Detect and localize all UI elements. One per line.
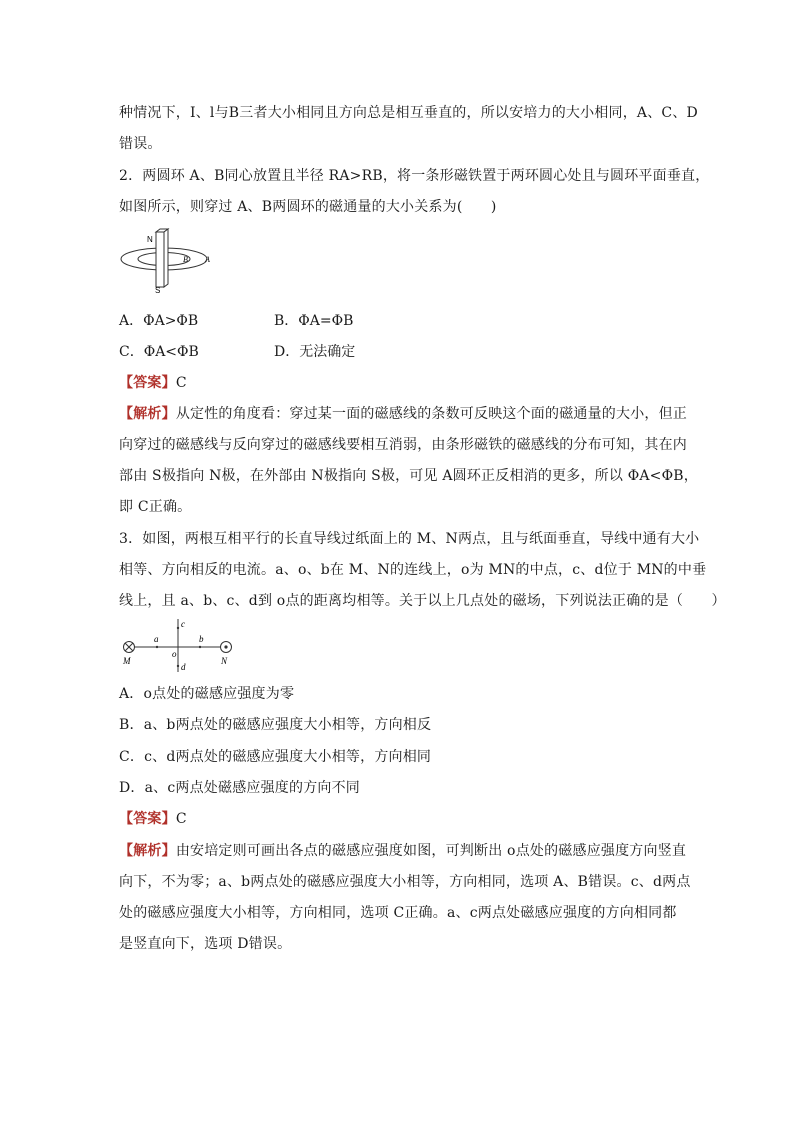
analysis-text: 从定性的角度看：穿过某一面的磁感线的条数可反映这个面的磁通量的大小，但正 <box>175 406 688 422</box>
option-d: D．a、c两点处磁感应强度的方向不同 <box>119 780 361 796</box>
bar-magnet <box>156 232 164 287</box>
label-o: o <box>172 649 177 659</box>
analysis-tag: 【解析】 <box>119 843 176 859</box>
label-s: S <box>155 286 161 294</box>
option-b: B．a、b两点处的磁感应强度大小相等，方向相反 <box>119 717 432 733</box>
label-n: N <box>147 235 153 244</box>
magnet-rings-figure <box>119 226 211 294</box>
label-d: d <box>181 662 186 672</box>
option-b: B．ΦA=ΦB <box>274 313 354 329</box>
wires-figure <box>119 616 239 674</box>
label-n: N <box>221 656 228 666</box>
question-3-line: 3．如图，两根互相平行的长直导线过纸面上的 M、N两点，且与纸面垂直，导线中通有大小 <box>119 531 700 547</box>
label-b: b <box>199 634 204 644</box>
question-3-line: 相等、方向相反的电流。a、o、b在 M、N的连线上，o为 MN的中点，c、d位于 MN的中垂 <box>119 562 707 578</box>
analysis-text: 由安培定则可画出各点的磁感应强度如图，可判断出 o点处的磁感应强度方向竖直 <box>175 843 687 859</box>
analysis-line <box>119 404 688 424</box>
option-c: C．ΦA<ΦB <box>119 344 199 360</box>
answer-line <box>119 809 679 829</box>
label-c: c <box>181 619 185 629</box>
label-a: A <box>205 255 210 264</box>
question-2-line: 2．两圆环 A、B同心放置且半径 RA>RB，将一条形磁铁置于两环圆心处且与圆环平面垂直， <box>119 168 710 184</box>
text-line: 种情况下，I、l与B三者大小相同且方向总是相互垂直的，所以安培力的大小相同，A、C、D <box>119 105 698 121</box>
analysis-tag: 【解析】 <box>119 406 176 422</box>
analysis-line: 向穿过的磁感线与反向穿过的磁感线要相互消弱，由条形磁铁的磁感线的分布可知，其在内 <box>119 437 687 453</box>
analysis-line: 即 C正确。 <box>119 499 192 515</box>
analysis-line: 处的磁感应强度大小相等，方向相同，选项 C正确。a、c两点处磁感应强度的方向相同都 <box>119 905 677 921</box>
option-a: A．ΦA>ΦB <box>119 313 199 329</box>
label-m: M <box>123 656 131 666</box>
text-line: 错误。 <box>119 136 162 152</box>
question-3-line: 线上，且 a、b、c、d到 o点的距离均相等。关于以上几点处的磁场，下列说法正确的是（ ） <box>119 593 726 609</box>
analysis-line: 向下，不为零；a、b两点处的磁感应强度大小相等，方向相同，选项 A、B错误。c、d两点 <box>119 874 691 890</box>
label-b: B <box>183 255 188 264</box>
analysis-line <box>119 841 687 861</box>
answer-value: C <box>175 811 187 827</box>
analysis-line: 是竖直向下，选项 D错误。 <box>119 936 292 952</box>
answer-line <box>119 373 679 393</box>
answer-tag: 【答案】 <box>119 811 176 827</box>
label-a: a <box>154 634 159 644</box>
question-2-line: 如图所示，则穿过 A、B两圆环的磁通量的大小关系为( ) <box>119 199 497 215</box>
answer-tag: 【答案】 <box>119 375 176 391</box>
option-c: C．c、d两点处的磁感应强度大小相等，方向相同 <box>119 749 432 765</box>
option-a: A．o点处的磁感应强度为零 <box>119 686 295 702</box>
option-d: D．无法确定 <box>274 344 356 360</box>
analysis-line: 部由 S极指向 N极，在外部由 N极指向 S极，可见 A圆环正反相消的更多，所以 ΦA<ΦB， <box>119 468 698 484</box>
answer-value: C <box>175 375 187 391</box>
